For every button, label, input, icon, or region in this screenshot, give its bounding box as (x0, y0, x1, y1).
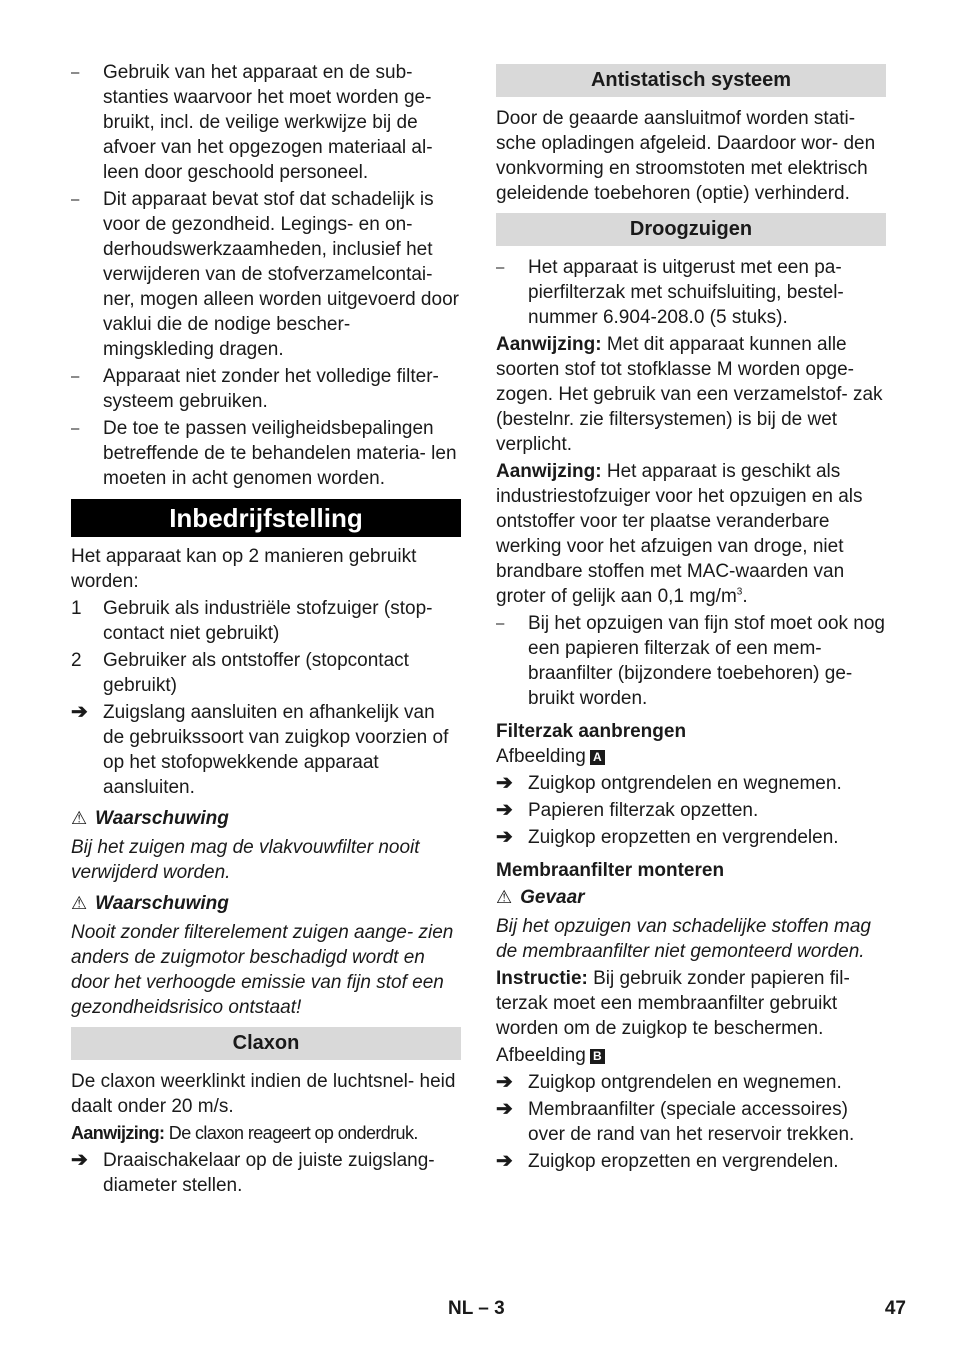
figure-reference (496, 1043, 886, 1068)
footer-language-page: NL – 3 (448, 1298, 505, 1319)
step-text: Zuigkop ontgrendelen en wegnemen. (528, 773, 842, 794)
list-item-text: Gebruik van het apparaat en de sub- stanties waarvoor het moet worden ge- bruikt, incl. de veilige werkwijze bij de afvoer van het opgezogen materiaal al- leen door geschoold personeel. (103, 62, 433, 183)
danger-text: Bij het opzuigen van schadelijke stoffen mag de membraanfilter niet gemonteerd worden. (496, 916, 871, 962)
figure-label: Afbeelding (496, 746, 586, 767)
antistatic-text: Door de geaarde aansluitmof worden stati- sche opladingen afgeleid. Daardoor wor- den vonkvorming en stroomstoten met elektrisch geleidende toebehoren (optie) verhinderd. (496, 108, 876, 204)
warning-title: Waarschuwing (95, 808, 229, 829)
note-text: Met dit apparaat kunnen alle soorten stof tot stofklasse M worden opge- zogen. Het gebruik van een verzamelstof- zak (bestelnr. zie filtersystemen) is bij de wet verplicht. (496, 334, 883, 455)
instruction-text: Bij gebruik zonder papieren fil- terzak moet een membraanfilter gebruikt worden om de zuigkop te beschermen. (496, 968, 850, 1039)
step-item (496, 1149, 886, 1174)
list-item-text: Bij het opzuigen van fijn stof moet ook nog een papieren filterzak of een mem- braanfilter (bijzondere toebehoren) ge- bruikt worden. (528, 613, 886, 709)
section-heading-droogzuigen: Droogzuigen (496, 213, 886, 246)
list-item-text: Het apparaat is uitgerust met een pa- pierfilterzak met schuifsluiting, bestel- nummer 6.904-208.0 (5 stuks). (528, 257, 844, 328)
dash-marker: – (496, 615, 505, 632)
dash-marker: – (71, 420, 80, 437)
note-text: De claxon reageert op onderdruk. (164, 1123, 418, 1143)
dash-marker: – (71, 64, 80, 81)
figure-letter-badge: A (590, 750, 605, 765)
subheading-filterzak: Filterzak aanbrengen (496, 721, 687, 742)
note-label: Aanwijzing: (71, 1123, 165, 1143)
arrow-right-icon: ➔ (496, 799, 513, 821)
danger-heading (496, 885, 886, 910)
claxon-text: De claxon weerklinkt indien de luchtsnel- heid daalt onder 20 m/s. (71, 1071, 456, 1117)
warning-title: Waarschuwing (95, 893, 229, 914)
numbered-item (71, 596, 461, 646)
warning-text: Bij het zuigen mag de vlakvouwfilter nooit verwijderd worden. (71, 837, 420, 883)
step-item (496, 771, 886, 796)
step-text: Draaischakelaar op de juiste zuigslang- diameter stellen. (103, 1150, 435, 1196)
numbered-item-text: Gebruiker als ontstoffer (stopcontact gebruikt) (103, 650, 409, 696)
arrow-right-icon: ➔ (71, 701, 88, 723)
figure-letter-badge: B (590, 1049, 605, 1064)
list-item-text: De toe te passen veiligheidsbepalingen betreffende de te behandelen materia- len moeten in acht genomen worden. (103, 418, 457, 489)
arrow-right-icon: ➔ (496, 1098, 513, 1120)
warning-text: Nooit zonder filterelement zuigen aange- zien anders de zuigmotor beschadigd wordt en door het verhoogde emissie van fijn stof een gezondheidsrisico ontstaat! (71, 922, 454, 1018)
arrow-right-icon: ➔ (496, 826, 513, 848)
list-item (71, 364, 461, 414)
right-column (496, 60, 886, 1176)
left-column (71, 60, 461, 1200)
warning-triangle-icon: ⚠ (71, 893, 88, 913)
list-item-text: Dit apparaat bevat stof dat schadelijk is voor de gezondheid. Legings- en on- derhoudswerkzaamheden, inclusief het verwijderen van de stofverzamelcontai- ner, mogen alleen worden uitgevoerd door vaklui die de nodige bescher- mingskleding dragen. (103, 189, 459, 360)
dash-marker: – (496, 259, 505, 276)
warning-triangle-icon: ⚠ (71, 808, 88, 828)
section-heading-claxon: Claxon (71, 1027, 461, 1060)
step-item (496, 1097, 886, 1147)
note-label: Aanwijzing: (496, 461, 602, 482)
list-item-text: Apparaat niet zonder het volledige filter- systeem gebruiken. (103, 366, 439, 412)
item-number: 2 (71, 650, 82, 671)
list-item (496, 611, 886, 711)
step-text: Zuigkop ontgrendelen en wegnemen. (528, 1072, 842, 1093)
footer-page-number: 47 (884, 1298, 906, 1319)
arrow-right-icon: ➔ (496, 1150, 513, 1172)
arrow-right-icon: ➔ (71, 1149, 88, 1171)
list-item (496, 255, 886, 330)
danger-title: Gevaar (520, 887, 585, 908)
section-heading-antistatisch: Antistatisch systeem (496, 64, 886, 97)
step-text: Papieren filterzak opzetten. (528, 800, 759, 821)
instruction-label: Instructie: (496, 968, 588, 989)
step-text: Zuigslang aansluiten en afhankelijk van de gebruikssoort van zuigkop voorzien of op het stofopwekkende apparaat aansluiten. (103, 702, 449, 798)
item-number: 1 (71, 598, 82, 619)
instruction-paragraph (496, 966, 886, 1041)
claxon-note (71, 1121, 461, 1146)
note-text: Het apparaat is geschikt als industriestofzuiger voor het opzuigen en als ontstoffer voor ter plaatse veranderbare werking voor het afzuigen van droge, niet brandbare stoffen met MAC-waarden van groter of gelijk aan 0,1 mg/m (496, 461, 863, 607)
arrow-right-icon: ➔ (496, 772, 513, 794)
warning-heading (71, 806, 461, 831)
step-text: Membraanfilter (speciale accessoires) over de rand van het reservoir trekken. (528, 1099, 855, 1145)
step-item (71, 700, 461, 800)
note-paragraph (496, 459, 886, 609)
arrow-right-icon: ➔ (496, 1071, 513, 1093)
list-item (71, 416, 461, 491)
figure-reference (496, 744, 886, 769)
section-intro: Het apparaat kan op 2 manieren gebruikt worden: (71, 546, 417, 592)
list-item (71, 187, 461, 362)
step-item (496, 825, 886, 850)
superscript: 3 (736, 586, 743, 598)
section-heading-inbedrijfstelling: Inbedrijfstelling (71, 499, 461, 537)
dash-marker: – (71, 191, 80, 208)
note-paragraph (496, 332, 886, 457)
step-text: Zuigkop eropzetten en vergrendelen. (528, 1151, 839, 1172)
numbered-item-text: Gebruik als industriële stofzuiger (stop- contact niet gebruikt) (103, 598, 433, 644)
note-label: Aanwijzing: (496, 334, 602, 355)
dash-marker: – (71, 368, 80, 385)
step-text: Zuigkop eropzetten en vergrendelen. (528, 827, 839, 848)
warning-triangle-icon: ⚠ (496, 887, 513, 907)
step-item (71, 1148, 461, 1198)
figure-label: Afbeelding (496, 1045, 586, 1066)
list-item (71, 60, 461, 185)
note-end: . (742, 586, 748, 607)
subheading-membraanfilter: Membraanfilter monteren (496, 860, 725, 881)
step-item (496, 1070, 886, 1095)
numbered-item (71, 648, 461, 698)
warning-heading (71, 891, 461, 916)
step-item (496, 798, 886, 823)
